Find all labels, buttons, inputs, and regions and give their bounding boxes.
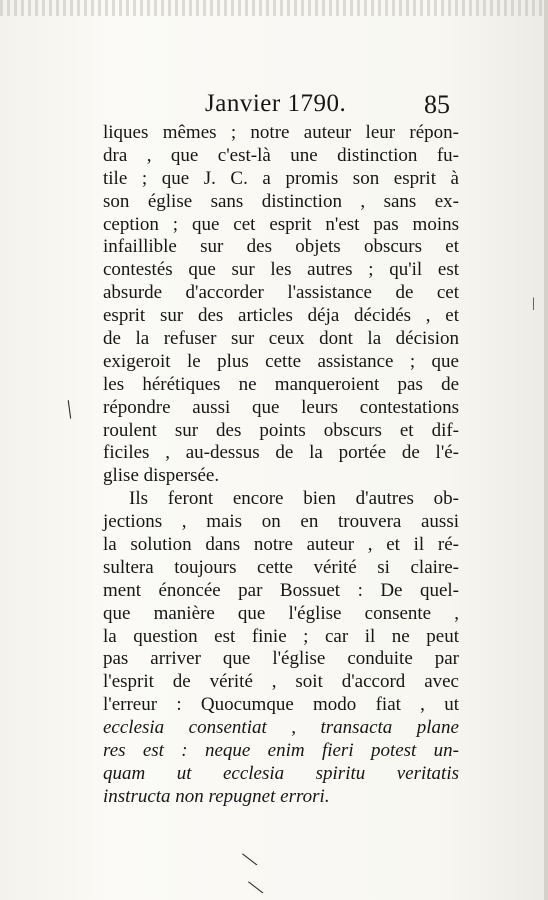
text-line: dra , que c'est-là une distinction fu- xyxy=(103,144,459,166)
text-line: absurde d'accorder l'assistance de cet xyxy=(103,282,459,304)
text-line: ment énoncée par Bossuet : De quel- xyxy=(103,579,459,601)
text-line: esprit sur des articles déja décidés , et xyxy=(103,305,459,327)
ink-mark: ╱ xyxy=(62,401,78,420)
text-line: roulent sur des points obscurs et dif- xyxy=(103,419,459,441)
text-line: tile ; que J. C. a promis son esprit à xyxy=(103,167,459,189)
text-line: la solution dans notre auteur , et il ré- xyxy=(103,534,459,556)
body-text xyxy=(103,122,459,809)
latin-quote-line: quam ut ecclesia spiritu veritatis xyxy=(103,762,459,784)
ink-mark: ╲ xyxy=(243,851,258,870)
page-number: 85 xyxy=(424,90,450,119)
page-right-edge xyxy=(544,0,548,900)
text-line: que manière que l'église consente , xyxy=(103,602,459,624)
running-head xyxy=(0,90,548,124)
text-line: sultera toujours cette vérité si claire- xyxy=(103,556,459,578)
text-line: ception ; que cet esprit n'est pas moins xyxy=(103,213,459,235)
text-line: l'erreur : Quocumque modo fiat , ut xyxy=(103,694,459,716)
latin-quote-line: res est : neque enim fieri potest un- xyxy=(103,740,459,762)
ink-mark: ╲ xyxy=(249,879,264,898)
ink-mark: | xyxy=(532,296,535,311)
latin-quote-line: instructa non repugnet errori. xyxy=(103,785,330,807)
text-line: la question est finie ; car il ne peut xyxy=(103,625,459,647)
paragraph-start-line: Ils feront encore bien d'autres ob- xyxy=(129,488,459,510)
text-line: répondre aussi que leurs contestations xyxy=(103,396,459,418)
text-line: de la refuser sur ceux dont la décision xyxy=(103,328,459,350)
text-line: liques mêmes ; notre auteur leur répon- xyxy=(103,122,459,143)
text-line: les hérétiques ne manqueroient pas de xyxy=(103,373,459,395)
text-line: ficiles , au-dessus de la portée de l'é- xyxy=(103,442,459,464)
text-line: pas arriver que l'église conduite par xyxy=(103,648,459,670)
text-line: infaillible sur des objets obscurs et xyxy=(103,236,459,258)
latin-quote-line: ecclesia consentiat , transacta plane xyxy=(103,717,459,739)
text-line: exigeroit le plus cette assistance ; que xyxy=(103,350,459,372)
text-line: contestés que sur les autres ; qu'il est xyxy=(103,259,459,281)
text-line: son église sans distinction , sans ex- xyxy=(103,190,459,212)
text-line: glise dispersée. xyxy=(103,465,220,487)
running-title: Janvier 1790. xyxy=(205,90,347,117)
page-top-edge xyxy=(0,0,548,16)
text-line: l'esprit de vérité , soit d'accord avec xyxy=(103,671,459,693)
text-line: jections , mais on en trouvera aussi xyxy=(103,511,459,533)
